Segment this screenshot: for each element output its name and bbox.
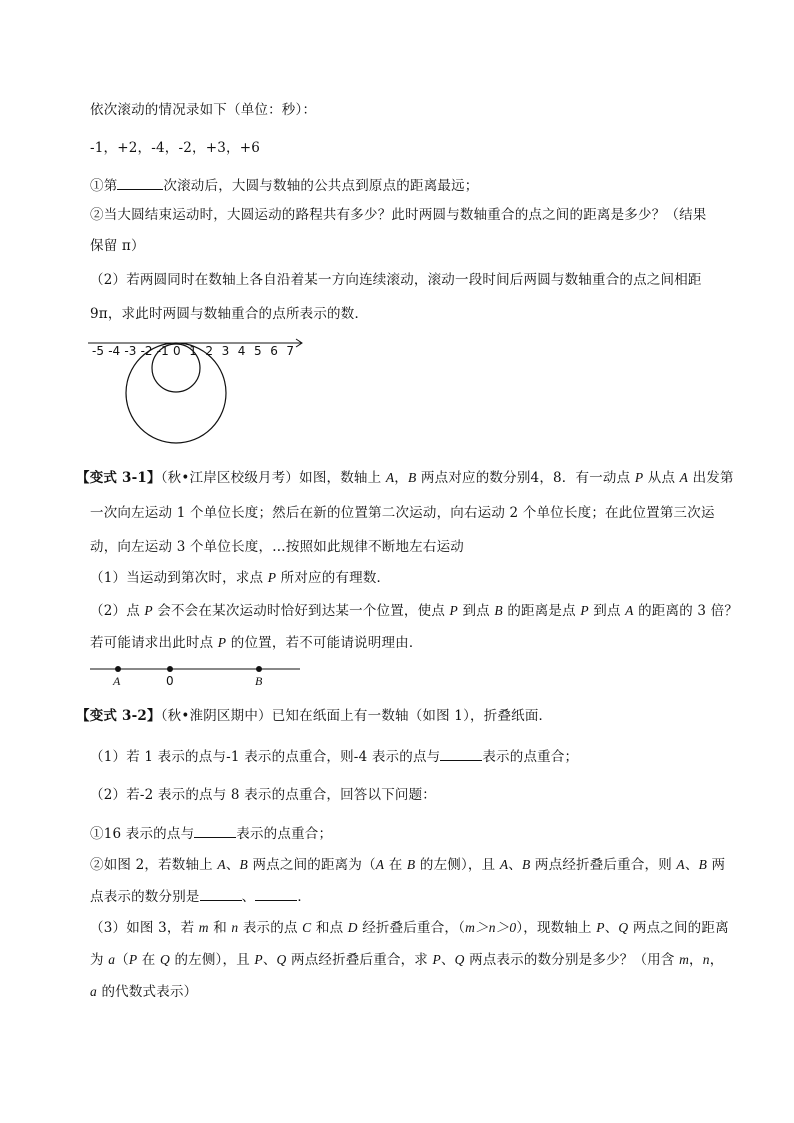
variant-3-2-line1: 【变式 3-2】（秋•淮阴区期中）已知在纸面上有一数轴（如图 1），折叠纸面． <box>76 708 553 724</box>
question-2-line2: 保留 π） <box>90 238 145 254</box>
large-circle <box>126 343 226 443</box>
variant-3-1-line1: 【变式 3-1】（秋•江岸区校级月考）如图，数轴上 A，B 两点对应的数分别4，8．有一动点 P 从点 A 出发第 <box>76 470 734 486</box>
variant-3-2-q1: （1）若 1 表示的点与-1 表示的点重合，则-4 表示的点与 表示的点重合； <box>90 746 578 767</box>
variant-3-1-q2-cont: 若可能请求出此时点 P 的位置，若不可能请说明理由． <box>90 635 423 651</box>
answer-blank <box>440 746 482 761</box>
roll-sequence: -1，+2，-4，-2，+3，+6 <box>90 140 261 156</box>
question-2-line1: ②当大圆结束运动时，大圆运动的路程共有多少？此时两圆与数轴重合的点之间的距离是多少？（结果 <box>90 207 707 223</box>
tick-label: 3 <box>221 344 230 358</box>
variant-3-2-sub2: ②如图 2，若数轴上 A、B 两点之间的距离为（A 在 B 的左侧），且 A、B 两点经折叠后重合，则 A、B 两 <box>90 857 726 873</box>
tick-label: 5 <box>254 344 262 358</box>
answer-blank <box>200 886 242 901</box>
answer-blank <box>255 886 297 901</box>
variant-3-2-q3-cont: 为 a（P 在 Q 的左侧），且 P、Q 两点经折叠后重合，求 P、Q 两点表示的数分别是多少？（用含 m，n， <box>90 952 724 968</box>
variant-3-2-q3: （3）如图 3，若 m 和 n 表示的点 C 和点 D 经折叠后重合，（m＞n＞0），现数轴上 P、Q 两点之间的距离 <box>90 920 729 936</box>
variant-3-1-q2: （2）点 P 会不会在某次运动时恰好到达某一个位置，使点 P 到点 B 的距离是点 P 到点 A 的距离的 3 倍？ <box>90 603 739 619</box>
variant-3-1-line2: 一次向左运动 1 个单位长度；然后在新的位置第二次运动，向右运动 2 个单位长度；在此位置第三次运 <box>90 505 715 521</box>
question-1: ①第 次滚动后，大圆与数轴的公共点到原点的距离最远； <box>90 175 479 196</box>
tick-label: 4 <box>237 344 246 358</box>
point-a <box>115 666 121 672</box>
variant-3-2-sub2-cont: 点表示的数分别是 、 ． <box>90 886 311 907</box>
point-b <box>256 666 262 672</box>
variant-3-1-q1: （1）当运动到第次时，求点 P 所对应的有理数． <box>90 570 391 586</box>
label-a: A <box>113 674 121 688</box>
variant-3-2-q3-end: a 的代数式表示） <box>90 984 198 1000</box>
answer-blank <box>194 823 236 838</box>
point-origin <box>167 666 173 672</box>
tick-label: 0 <box>173 344 181 358</box>
tick-label: 2 <box>205 344 214 358</box>
tick-label: -5 <box>92 344 104 358</box>
tick-label: 7 <box>286 344 295 358</box>
tick-label: 1 <box>189 344 197 358</box>
label-origin: 0 <box>166 674 174 688</box>
tick-label: 6 <box>270 344 278 358</box>
tick-label: -3 <box>124 344 137 358</box>
label-b: B <box>255 674 263 688</box>
variant-3-1-line3: 动，向左运动 3 个单位长度，…按照如此规律不断地左右运动 <box>90 539 464 555</box>
tick-label: -1 <box>156 344 169 358</box>
intro-line: 依次滚动的情况录如下（单位：秒）： <box>90 102 317 118</box>
variant-3-2-sub1: ①16 表示的点与 表示的点重合； <box>90 823 332 844</box>
tick-label: -4 <box>108 344 121 358</box>
variant-3-2-q2: （2）若-2 表示的点与 8 表示的点重合，回答以下问题： <box>90 787 437 803</box>
part-2-line2: 9π，求此时两圆与数轴重合的点所表示的数． <box>90 306 369 322</box>
part-2-line1: （2）若两圆同时在数轴上各自沿着某一方向连续滚动，滚动一段时间后两圆与数轴重合的点之间相距 <box>90 272 702 288</box>
tick-label: -2 <box>140 344 153 358</box>
